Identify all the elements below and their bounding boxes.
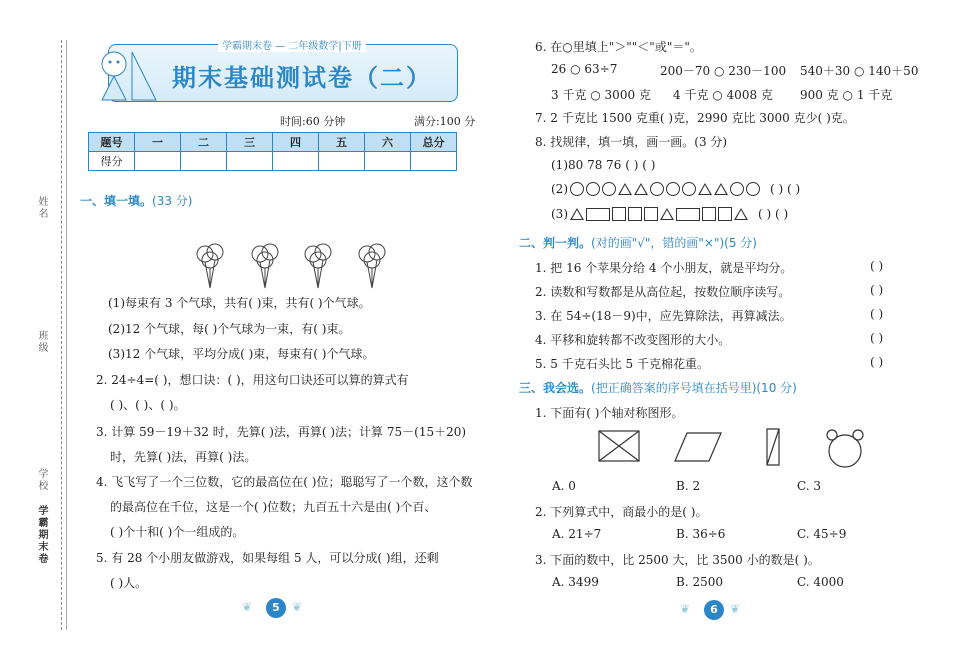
page-number-right: 6 (704, 600, 724, 620)
q1-part3: (3)12 个气球，平均分成( )束，每束有( )个气球。 (108, 347, 375, 361)
balloons-icon (195, 240, 395, 292)
q8-row2: (2) ( ) ( ) (551, 182, 801, 196)
q2-line1: 2. 24÷4=( )，想口诀：( )，用这句口诀还可以算的算式有 (96, 373, 409, 387)
q5-line1: 5. 有 28 个小朋友做游戏，如果每组 5 人，可以分成( )组，还剩 (96, 551, 439, 565)
choice-option[interactable]: A. 21÷7 (552, 527, 602, 541)
choice-option[interactable]: C. 3 (797, 479, 822, 493)
q6-item: 26 ○ 63÷7 (551, 62, 618, 76)
choice-option[interactable]: A. 0 (552, 479, 576, 493)
section2-title: 二、判一判。(对的画"√"，错的画"×")(5 分) (519, 236, 757, 250)
score-header: 六 (365, 133, 411, 152)
choice-option[interactable]: C. 45÷9 (797, 527, 847, 541)
judge-paren[interactable]: ( ) (870, 259, 884, 273)
judge-paren[interactable]: ( ) (870, 331, 884, 345)
score-cell[interactable] (227, 152, 273, 171)
score-header: 总分 (411, 133, 457, 152)
section1-title: 一、填一填。(33 分) (80, 194, 193, 208)
margin-rule (66, 40, 67, 630)
q6-item: 540＋30 ○ 140＋50 (800, 64, 919, 78)
q6-title: 6. 在○里填上"＞""＜"或"＝"。 (535, 40, 702, 54)
choice-option[interactable]: B. 2 (676, 479, 701, 493)
q7: 7. 2 千克比 1500 克重( )克，2990 克比 3000 克少( )克。 (535, 111, 855, 125)
q1-part1: (1)每束有 3 个气球，共有( )束，共有( )个气球。 (108, 296, 371, 310)
score-cell[interactable] (181, 152, 227, 171)
choice-q1: 1. 下面有( )个轴对称图形。 (535, 406, 684, 420)
class-label: 班级 (36, 330, 47, 354)
judge-item: 1. 把 16 个苹果分给 4 个小朋友，就是平均分。 (535, 261, 793, 275)
q4-line1: 4. 飞飞写了一个三位数，它的最高位在( )位；聪聪写了一个数，这个数 (96, 475, 473, 489)
choice-option[interactable]: B. 2500 (676, 575, 723, 589)
judge-item: 2. 读数和写数都是从高位起，按数位顺序读写。 (535, 285, 791, 299)
exam-subtitle: 学霸期末卷 — 二年级数学|下册 (218, 37, 366, 52)
judge-item: 4. 平移和旋转都不改变图形的大小。 (535, 333, 731, 347)
q6-item: 900 克 ○ 1 千克 (800, 88, 893, 102)
score-header: 五 (319, 133, 365, 152)
judge-paren[interactable]: ( ) (870, 307, 884, 321)
score-cell[interactable] (135, 152, 181, 171)
margin-cut-line (61, 40, 62, 630)
score-row-label: 得分 (89, 152, 135, 171)
score-table (88, 132, 457, 171)
q4-line2: 的最高位在千位，这是一个( )位数；九百五十六是由( )个百、 (110, 500, 437, 514)
mascot-icon (92, 42, 162, 104)
score-header: 三 (227, 133, 273, 152)
q8-row3: (3) ( ) ( ) (551, 207, 789, 221)
judge-paren[interactable]: ( ) (870, 355, 884, 369)
score-cell[interactable] (411, 152, 457, 171)
q4-line3: ( )个十和( )个一组成的。 (110, 525, 245, 539)
score-cell[interactable] (365, 152, 411, 171)
score-header: 一 (135, 133, 181, 152)
school-label: 学校 (36, 468, 47, 492)
score-header: 四 (273, 133, 319, 152)
q6-item: 4 千克 ○ 4008 克 (673, 88, 773, 102)
brand-label: 学霸期末卷 (36, 505, 47, 565)
exam-title: 期末基础测试卷（二） (172, 64, 432, 92)
q6-item: 200－70 ○ 230－100 (660, 64, 787, 78)
section3-title: 三、我会选。(把正确答案的序号填在括号里)(10 分) (519, 381, 797, 395)
symmetry-shapes-icon (595, 425, 875, 470)
choice-q2: 2. 下列算式中，商最小的是( )。 (535, 505, 708, 519)
choice-option[interactable]: A. 3499 (552, 575, 599, 589)
q5-line2: ( )人。 (110, 576, 148, 590)
score-cell[interactable] (319, 152, 365, 171)
choice-option[interactable]: C. 4000 (797, 575, 844, 589)
q3-line1: 3. 计算 59－19＋32 时，先算( )法，再算( )法；计算 75－(15＋20) (96, 425, 467, 439)
q8-row1: (1)80 78 76 ( ) ( ) (551, 158, 656, 172)
q2-line2: ( )、( )、( )。 (110, 398, 186, 412)
page-number-left: 5 (266, 598, 286, 618)
judge-paren[interactable]: ( ) (870, 283, 884, 297)
score-cell[interactable] (273, 152, 319, 171)
q3-line2: 时，先算( )法，再算( )法。 (110, 450, 257, 464)
full-score: 满分:100 分 (414, 115, 476, 128)
score-header: 题号 (89, 133, 135, 152)
q8-title: 8. 找规律，填一填，画一画。(3 分) (535, 135, 728, 149)
score-header: 二 (181, 133, 227, 152)
q6-item: 3 千克 ○ 3000 克 (551, 88, 651, 102)
judge-item: 3. 在 54÷(18－9)中，应先算除法，再算减法。 (535, 309, 792, 323)
judge-item: 5. 5 千克石头比 5 千克棉花重。 (535, 357, 709, 371)
choice-option[interactable]: B. 36÷6 (676, 527, 726, 541)
choice-q3: 3. 下面的数中，比 2500 大，比 3500 小的数是( )。 (535, 553, 820, 567)
q1-part2: (2)12 个气球，每( )个气球为一束，有( )束。 (108, 322, 351, 336)
exam-time: 时间:60 分钟 (280, 115, 346, 128)
name-label: 姓名 (36, 196, 47, 220)
